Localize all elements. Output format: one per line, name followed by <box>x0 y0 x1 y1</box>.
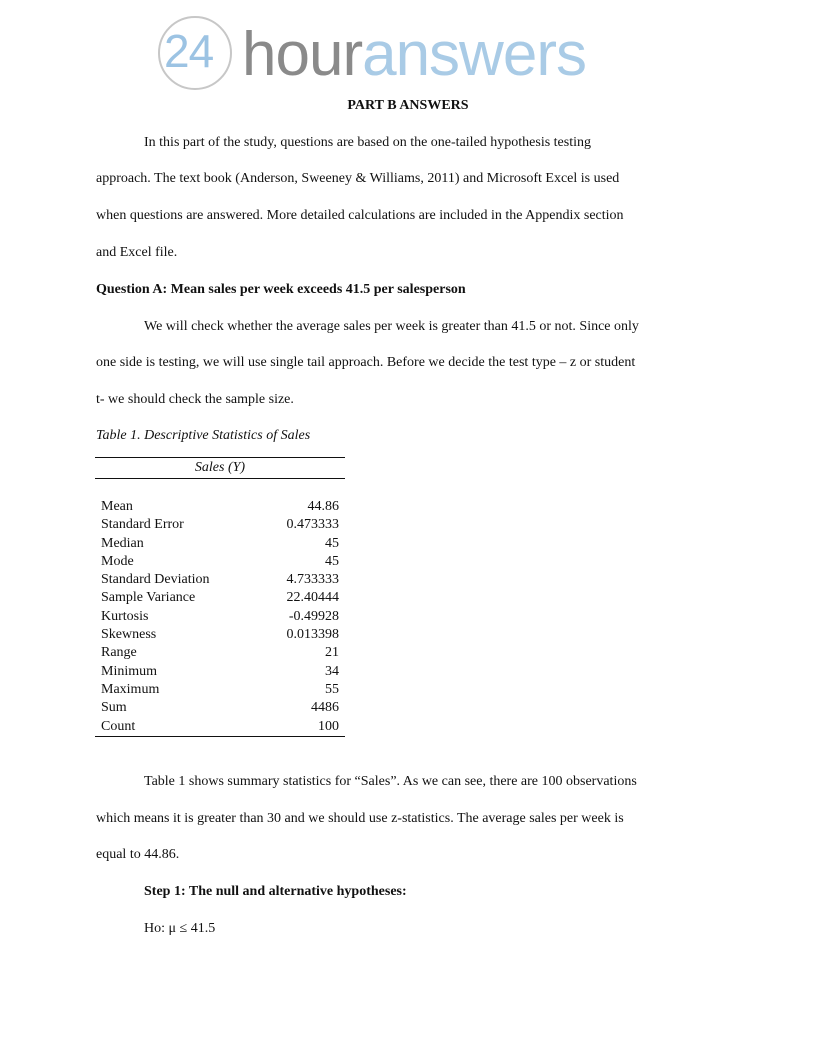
stat-value: 21 <box>325 645 339 661</box>
stat-value: 4486 <box>311 700 339 716</box>
stat-value: 0.013398 <box>286 627 339 643</box>
table-row <box>95 498 345 516</box>
table-row <box>95 663 345 681</box>
stat-label: Standard Error <box>101 517 184 533</box>
table-row <box>95 516 345 534</box>
summary-line: which means it is greater than 30 and we should use z-statistics. The average sales per week is <box>96 811 624 826</box>
table-row <box>95 535 345 553</box>
question-a-heading: Question A: Mean sales per week exceeds 41.5 per salesperson <box>96 282 466 297</box>
stat-value: 44.86 <box>307 499 339 514</box>
intro-line: approach. The text book (Anderson, Sweeney & Williams, 2011) and Microsoft Excel is used <box>96 171 620 186</box>
table-row <box>95 571 345 589</box>
stat-value: 34 <box>325 663 339 679</box>
table-row <box>95 644 345 662</box>
stat-label: Count <box>101 718 136 734</box>
stat-value: 100 <box>318 718 339 734</box>
stat-label: Minimum <box>101 663 158 679</box>
table-row <box>95 553 345 571</box>
table-row <box>95 589 345 607</box>
step1-heading: Step 1: The null and alternative hypotheses: <box>144 884 407 899</box>
stat-label: Skewness <box>101 627 157 643</box>
question-a-line: one side is testing, we will use single tail approach. Before we decide the test type – z or student <box>96 355 636 370</box>
stat-label: Sample Variance <box>101 590 196 606</box>
logo-wordmark <box>242 22 586 88</box>
question-a-line: t- we should check the sample size. <box>96 392 294 407</box>
stat-label: Kurtosis <box>101 608 149 624</box>
stat-value: 0.473333 <box>286 517 339 533</box>
table-row <box>95 699 345 717</box>
logo-word-hour: hour <box>242 20 363 89</box>
table-body <box>95 479 345 737</box>
intro-line: and Excel file. <box>96 245 178 260</box>
table-row <box>95 626 345 644</box>
stat-label: Standard Deviation <box>101 572 210 588</box>
summary-line: equal to 44.86. <box>96 847 180 862</box>
table-row <box>95 681 345 699</box>
stat-label: Mode <box>101 553 134 569</box>
stat-label: Median <box>101 535 144 551</box>
stat-label: Mean <box>101 499 133 514</box>
table-row <box>95 608 345 626</box>
descriptive-stats-table <box>95 457 345 737</box>
summary-line: Table 1 shows summary statistics for “Sales”. As we can see, there are 100 observations <box>144 774 637 789</box>
table-caption: Table 1. Descriptive Statistics of Sales <box>96 428 311 443</box>
stat-value: 45 <box>325 535 339 551</box>
logo-word-answers: answers <box>362 20 586 89</box>
stat-value: 45 <box>325 553 339 569</box>
null-hypothesis: Ho: μ ≤ 41.5 <box>144 921 216 936</box>
page-title: PART B ANSWERS <box>347 98 469 113</box>
stat-label: Range <box>101 645 137 661</box>
question-a-line: We will check whether the average sales per week is greater than 41.5 or not. Since only <box>144 319 639 334</box>
stat-label: Maximum <box>101 681 160 697</box>
intro-line: when questions are answered. More detailed calculations are included in the Appendix section <box>96 208 624 223</box>
intro-line: In this part of the study, questions are based on the one-tailed hypothesis testing <box>144 135 592 150</box>
table-row <box>95 718 345 736</box>
stat-label: Sum <box>101 700 127 716</box>
stat-value: -0.49928 <box>288 608 339 624</box>
logo-number: 24 <box>164 25 214 77</box>
table-header: Sales (Y) <box>95 457 345 479</box>
stat-value: 55 <box>325 681 339 697</box>
stat-value: 22.40444 <box>286 590 339 606</box>
stat-value: 4.733333 <box>286 572 339 588</box>
